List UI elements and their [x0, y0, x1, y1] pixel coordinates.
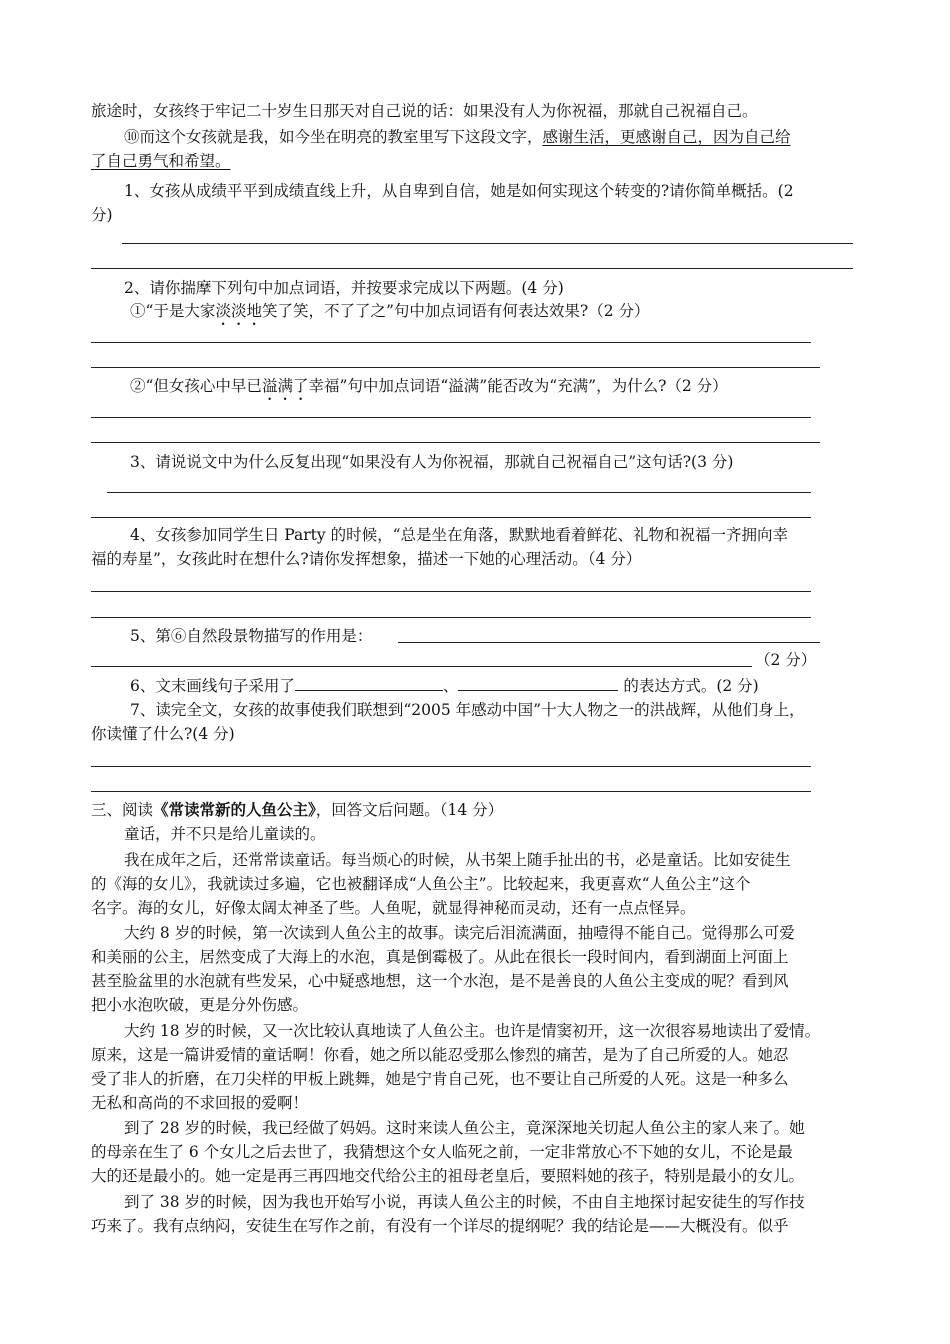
answer-line[interactable]	[91, 268, 853, 269]
dotted-words: 溢满了	[261, 377, 309, 395]
question-5: 5、第⑥自然段景物描写的作用是：	[130, 627, 373, 645]
heading-text: ，回答文后问题。（14 分）	[315, 801, 504, 819]
article-title: 《常读常新的人鱼公主》	[153, 800, 316, 819]
answer-line[interactable]	[91, 766, 811, 767]
passage-line: 大约 8 岁的时候，第一次读到人鱼公主的故事。读完后泪流满面，抽噎得不能自己。觉得那么可爱	[124, 924, 795, 942]
answer-line[interactable]	[91, 666, 752, 667]
passage-line: 原来，这是一篇讲爱情的童话啊！你看，她之所以能忍受那么惨烈的痛苦，是为了自己所爱的人。她忍	[91, 1046, 789, 1064]
passage-line: 的《海的女儿》，我就读过多遍，它也被翻译成“人鱼公主”。比较起来，我更喜欢“人鱼公主”这个	[91, 875, 751, 893]
question-2-2	[130, 375, 728, 404]
answer-line[interactable]	[91, 517, 811, 518]
question-text: 6、文末画线句子采用了	[130, 677, 295, 695]
passage-line: 把小水泡吹破，更是分外伤感。	[91, 996, 309, 1014]
answer-line[interactable]	[91, 417, 811, 418]
question-1-continued: 分)	[91, 206, 113, 224]
question-text: ①“于是大家	[130, 302, 216, 320]
passage-line: 名字。海的女儿，好像太阔太神圣了些。人鱼呢，就显得神秘而灵动，还有一点点怪异。	[91, 899, 696, 917]
section-3-heading	[91, 799, 503, 821]
question-text: ②“但女孩心中早已	[130, 377, 262, 395]
underlined-sentence: 感谢生活，更感谢自己，因为自己给	[542, 128, 791, 146]
question-7: 7、读完全文，女孩的故事使我们联想到“2005 年感动中国”十大人物之一的洪战辉，从他们身上，	[130, 701, 805, 719]
answer-line[interactable]	[91, 591, 811, 592]
fill-blank[interactable]	[458, 674, 618, 691]
passage-line: 大的还是最小的。她一定是再三再四地交代给公主的祖母老皇后，要照料她的孩子，特别是最小的女儿。	[91, 1167, 805, 1185]
question-7-continued: 你读懂了什么?(4 分)	[91, 725, 235, 743]
paragraph-10-text: ⑩而这个女孩就是我，如今坐在明亮的教室里写下这段文字，	[124, 128, 543, 146]
story-paragraph-10	[124, 126, 791, 148]
passage-line: 和美丽的公主，居然变成了大海上的水泡，真是倒霉极了。从此在很长一段时间内，看到湖面上河面上	[91, 948, 789, 966]
question-2: 2、请你揣摩下列句中加点词语，并按要求完成以下两题。(4 分)	[124, 279, 564, 297]
question-5-score: （2 分）	[755, 651, 817, 669]
question-4-continued: 福的寿星”，女孩此时在想什么?请你发挥想象，描述一下她的心理活动。（4 分）	[91, 550, 642, 568]
question-text: 笑了笑，不了了之”句中加点词语有何表达效果?（2 分）	[261, 302, 650, 320]
answer-line[interactable]	[398, 642, 820, 643]
answer-line[interactable]	[91, 791, 811, 792]
heading-text: 三、阅读	[91, 801, 154, 819]
passage-line: 童话，并不只是给儿童读的。	[124, 825, 326, 843]
passage-line: 巧来了。我有点纳闷，安徒生在写作之前，有没有一个详尽的提纲呢？我的结论是——大概没有。似乎	[91, 1217, 789, 1235]
passage-line: 大约 18 岁的时候，又一次比较认真地读了人鱼公主。也许是情窦初开，这一次很容易地读出了爱情。	[124, 1022, 821, 1040]
separator: 、	[442, 677, 459, 695]
question-2-1	[130, 300, 649, 329]
passage-line: 甚至脸盆里的水泡就有些发呆，心中疑惑地想，这一个水泡，是不是善良的人鱼公主变成的呢？看到风	[91, 972, 789, 990]
passage-line: 到了 28 岁的时候，我已经做了妈妈。这时来读人鱼公主，竟深深地关切起人鱼公主的家人来了。她	[124, 1119, 805, 1137]
question-6	[130, 674, 759, 697]
passage-line: 到了 38 岁的时候，因为我也开始写小说，再读人鱼公主的时候，不由自主地探讨起安徒生的写作技	[124, 1193, 805, 1211]
dotted-words: 淡淡地	[215, 302, 262, 320]
fill-blank[interactable]	[295, 674, 443, 691]
question-4: 4、女孩参加同学生日 Party 的时候，“总是坐在角落，默默地看着鲜花、礼物和祝福一齐拥向幸	[130, 526, 789, 544]
question-3: 3、请说说文中为什么反复出现“如果没有人为你祝福，那就自己祝福自己”这句话?(3 分)	[130, 453, 734, 471]
answer-line[interactable]	[91, 617, 811, 618]
question-text: 的表达方式。(2 分)	[623, 677, 759, 695]
passage-line: 受了非人的折磨，在刀尖样的甲板上跳舞，她是宁肯自己死，也不要让自己所爱的人死。这是一种多么	[91, 1070, 789, 1088]
answer-line[interactable]	[122, 243, 853, 244]
answer-line[interactable]	[107, 492, 811, 493]
answer-line[interactable]	[91, 367, 820, 368]
question-text: 幸福”句中加点词语“溢满”能否改为“充满”，为什么?（2 分）	[308, 377, 728, 395]
answer-line[interactable]	[91, 342, 811, 343]
passage-line: 的母亲在生了 6 个女儿之后去世了，我猜想这个女人临死之前，一定非常放心不下她的女儿，不论是最	[91, 1143, 793, 1161]
passage-line: 无私和高尚的不求回报的爱啊！	[91, 1094, 309, 1112]
question-1: 1、女孩从成绩平平到成绩直线上升，从自卑到自信，她是如何实现这个转变的?请你简单概括。(2	[124, 182, 794, 200]
story-line: 旅途时，女孩终于牢记二十岁生日那天对自己说的话：如果没有人为你祝福，那就自己祝福自己。	[91, 102, 758, 120]
answer-line[interactable]	[91, 442, 820, 443]
passage-line: 我在成年之后，还常常读童话。每当烦心的时候，从书架上随手扯出的书，必是童话。比如安徒生	[124, 851, 791, 869]
underlined-sentence-continued: 了自己勇气和希望。	[91, 152, 231, 170]
